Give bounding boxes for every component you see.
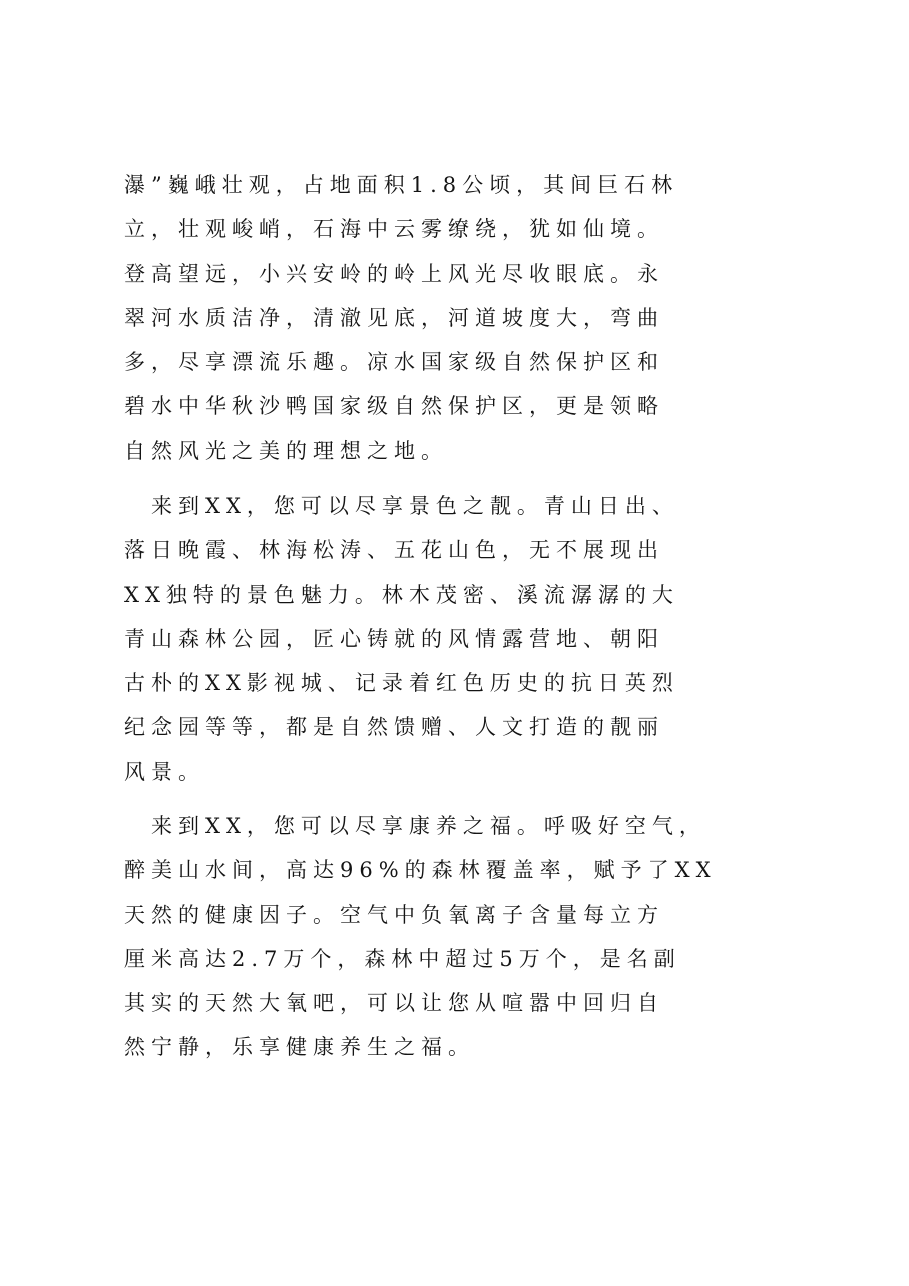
- text-line: 然宁静，乐享健康养生之福。: [124, 1035, 475, 1060]
- text-line: 翠河水质洁净，清澈见底，河道坡度大，弯曲: [124, 305, 664, 330]
- text-line: 厘米高达2.7万个，森林中超过5万个，是名副: [124, 946, 681, 971]
- text-line: 落日晚霞、林海松涛、五花山色，无不展现出: [124, 538, 664, 563]
- paragraph-scenery-overview: [124, 163, 804, 473]
- text-line: 风景。: [124, 759, 205, 784]
- text-line: 碧水中华秋沙鸭国家级自然保护区，更是领略: [124, 394, 664, 419]
- paragraph-scenery-beauty: [124, 484, 804, 794]
- text-line: 醉美山水间，高达96%的森林覆盖率，赋予了XX: [124, 858, 717, 883]
- text-line: 青山森林公园，匠心铸就的风情露营地、朝阳: [124, 626, 664, 651]
- text-line: 古朴的XX影视城、记录着红色历史的抗日英烈: [124, 671, 679, 696]
- text-line: 其实的天然大氧吧，可以让您从喧嚣中回归自: [124, 991, 664, 1016]
- text-line: 自然风光之美的理想之地。: [124, 438, 448, 463]
- text-line: 登高望远，小兴安岭的岭上风光尽收眼底。永: [124, 261, 664, 286]
- text-line: 来到XX，您可以尽享景色之靓。青山日出、: [124, 494, 679, 518]
- text-line: 来到XX，您可以尽享康养之福。呼吸好空气，: [124, 814, 706, 838]
- text-line: 瀑”巍峨壮观，占地面积1.8公顷，其间巨石林: [124, 173, 679, 197]
- paragraph-wellness: [124, 804, 804, 1070]
- text-line: 立，壮观峻峭，石海中云雾缭绕，犹如仙境。: [124, 217, 664, 242]
- text-line: 纪念园等等，都是自然馈赠、人文打造的靓丽: [124, 715, 664, 740]
- text-line: 天然的健康因子。空气中负氧离子含量每立方: [124, 902, 664, 927]
- text-line: XX独特的景色魅力。林木茂密、溪流潺潺的大: [124, 582, 679, 607]
- text-line: 多，尽享漂流乐趣。凉水国家级自然保护区和: [124, 350, 664, 375]
